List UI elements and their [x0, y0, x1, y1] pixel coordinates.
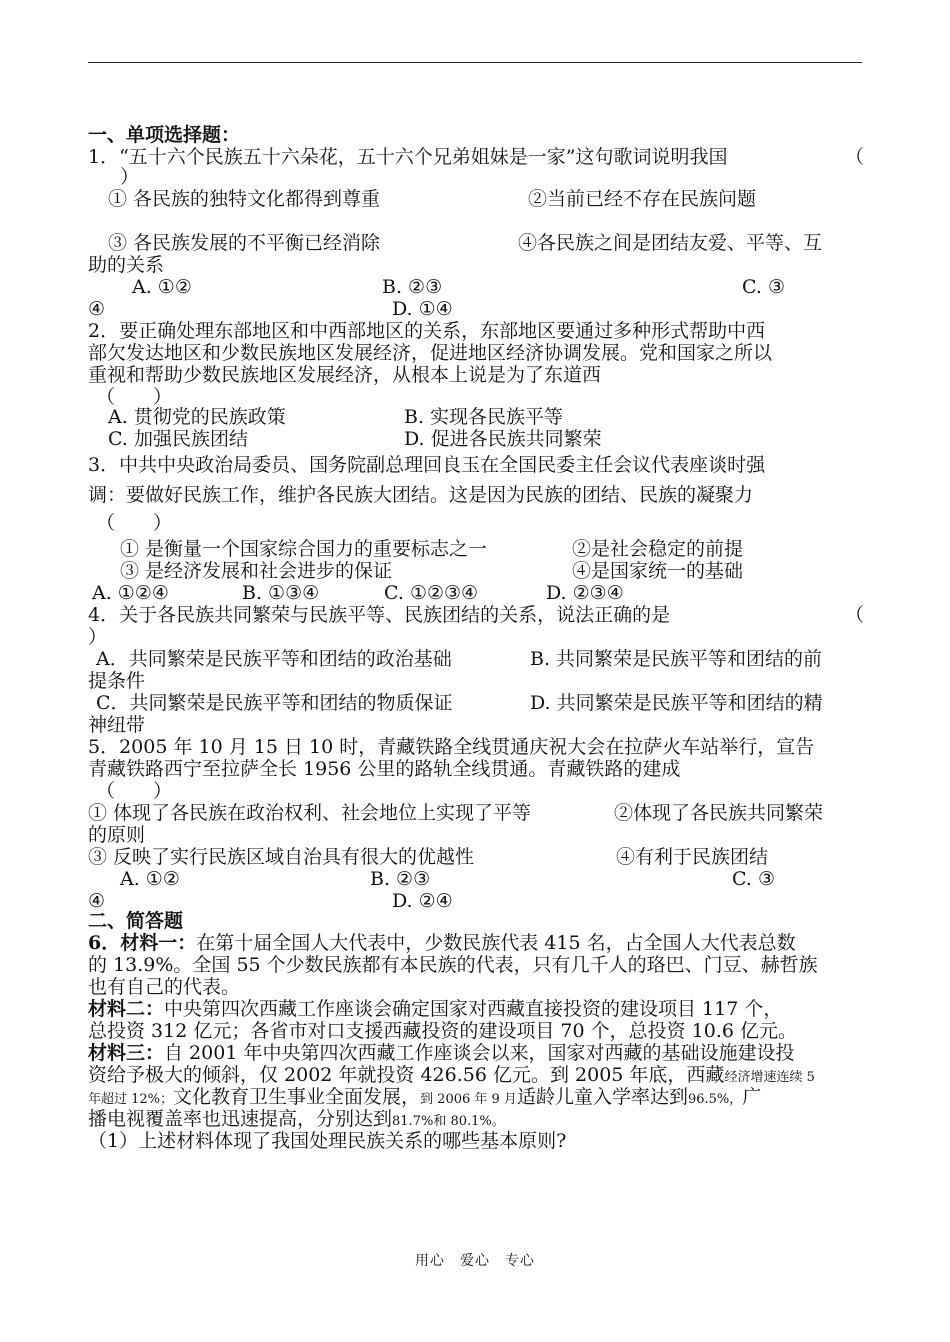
- q2-line-2: 部欠发达地区和少数民族地区发展经济，促进地区经济协调发展。党和国家之所以: [88, 342, 773, 364]
- section-title: 一、单项选择题：: [88, 124, 241, 146]
- q2-paren: （ ）: [96, 386, 173, 408]
- q1-stem: 1．“五十六个民族五十六朵花，五十六个兄弟姐妹是一家”这句歌词说明我国: [88, 146, 728, 168]
- material-label: 6．材料一：: [88, 932, 197, 954]
- section-title: 二、简答题: [88, 910, 184, 932]
- q5-statement-2-cont: 的原则: [88, 824, 146, 846]
- material-text: 广: [742, 1086, 762, 1108]
- q1-option-b: B. ②③: [382, 276, 443, 298]
- material-text: 资给予极大的倾斜，仅 2002 年就投资 426.56 亿元。到 2005 年底，西藏: [88, 1064, 725, 1086]
- q6-material-1-line-2: 的 13.9%。全国 55 个少数民族都有本民族的代表，只有几千人的珞巴、门豆、赫哲族: [88, 954, 818, 976]
- q1-statement-3: ③ 各民族发展的不平衡已经消除: [108, 232, 381, 254]
- q5-statement-1: ① 体现了各民族在政治权利、社会地位上实现了平等: [88, 802, 532, 824]
- q1-statement-1: ① 各民族的独特文化都得到尊重: [108, 188, 381, 210]
- page-footer: 用心 爱心 专心: [415, 1253, 535, 1269]
- q3-paren: （ ）: [96, 512, 173, 534]
- material-text-small: 81.7%和 80.1%。: [392, 1114, 505, 1129]
- q1-option-c: C. ③: [742, 276, 785, 298]
- q4-option-d: D. 共同繁荣是民族平等和团结的精: [530, 692, 823, 714]
- material-text-small: 年超过 12%；: [88, 1092, 174, 1107]
- q5-option-c: C. ③: [732, 868, 775, 890]
- q3-line-2: 调：要做好民族工作，维护各民族大团结。这是因为民族的团结、民族的凝聚力: [88, 484, 754, 506]
- q3-option-a: A. ①②④: [92, 582, 169, 604]
- material-label: 材料三：: [88, 1042, 165, 1064]
- q3-option-c: C. ①②③④: [384, 582, 479, 604]
- q5-option-c-cont: ④: [88, 890, 106, 912]
- material-text-small: 到 2006 年 9 月: [420, 1092, 517, 1107]
- q4-option-b: B. 共同繁荣是民族平等和团结的前: [530, 648, 823, 670]
- q1-statement-2: ②当前已经不存在民族问题: [528, 188, 757, 210]
- q1-option-d: D. ①④: [392, 298, 453, 320]
- q3-line-1: 3．中共中央政治局委员、国务院副总理回良玉在全国民委主任会议代表座谈时强: [88, 454, 766, 476]
- material-text: 在第十届全国人大代表中，少数民族代表 415 名，占全国人大代表总数: [196, 932, 796, 954]
- material-text: 播电视覆盖率也迅速提高，分别达到: [88, 1108, 393, 1130]
- q5-line-1: 5．2005 年 10 月 15 日 10 时，青藏铁路全线贯通庆祝大会在拉萨火车站举行，宣告: [88, 736, 815, 758]
- q3-option-b: B. ①③④: [242, 582, 320, 604]
- q3-statement-2: ②是社会稳定的前提: [572, 538, 744, 560]
- q3-option-d: D. ②③④: [546, 582, 624, 604]
- q4-paren-close: ）: [88, 626, 108, 648]
- q4-paren-open: （: [845, 604, 865, 626]
- q2-line-3: 重视和帮助少数民族地区发展经济，从根本上说是为了东道西: [88, 364, 602, 386]
- q6-material-3-line-1: [88, 1042, 794, 1064]
- q5-statement-4: ④有利于民族团结: [616, 846, 769, 868]
- q6-sub-question-1: （1）上述材料体现了我国处理民族关系的哪些基本原则?: [88, 1130, 567, 1152]
- q5-option-d: D. ②④: [392, 890, 453, 912]
- q4-option-c: C．共同繁荣是民族平等和团结的物质保证: [96, 692, 453, 714]
- q5-line-2: 青藏铁路西宁至拉萨全长 1956 公里的路轨全线贯通。青藏铁路的建成: [88, 758, 681, 780]
- q1-statement-4-cont: 助的关系: [88, 254, 165, 276]
- q3-statement-1: ① 是衡量一个国家综合国力的重要标志之一: [120, 538, 488, 560]
- material-text: 中央第四次西藏工作座谈会确定国家对西藏直接投资的建设项目 117 个，: [164, 998, 783, 1020]
- q2-option-b: B. 实现各民族平等: [404, 406, 564, 428]
- material-text: 文化教育卫生事业全面发展，: [173, 1086, 421, 1108]
- q5-option-b: B. ②③: [370, 868, 431, 890]
- q5-statement-3: ③ 反映了实行民族区域自治具有很大的优越性: [88, 846, 475, 868]
- q1-option-a: A. ①②: [132, 276, 192, 298]
- q4-option-b-cont: 提条件: [88, 670, 146, 692]
- q6-material-2-line-2: 总投资 312 亿元；各省市对口支援西藏投资的建设项目 70 个，总投资 10.6 亿元。: [88, 1020, 797, 1042]
- q2-option-d: D. 促进各民族共同繁荣: [404, 428, 602, 450]
- q1-paren-close: ）: [120, 166, 140, 188]
- q5-option-a: A. ①②: [120, 868, 180, 890]
- material-text: 适龄儿童入学率达到: [516, 1086, 688, 1108]
- q5-statement-2: ②体现了各民族共同繁荣: [614, 802, 824, 824]
- q4-option-d-cont: 神纽带: [88, 714, 146, 736]
- q6-material-2-line-1: [88, 998, 782, 1020]
- q3-statement-4: ④是国家统一的基础: [572, 560, 744, 582]
- material-text-small: 经济增速连续 5: [724, 1070, 815, 1085]
- q6-material-1-line-1: [88, 932, 796, 954]
- material-text: 自 2001 年中央第四次西藏工作座谈会以来，国家对西藏的基础设施建设投: [164, 1042, 795, 1064]
- material-label: 材料二：: [88, 998, 165, 1020]
- q2-option-a: A. 贯彻党的民族政策: [108, 406, 286, 428]
- q4-stem: 4．关于各民族共同繁荣与民族平等、民族团结的关系，说法正确的是: [88, 604, 671, 626]
- q2-option-c: C. 加强民族团结: [108, 428, 248, 450]
- q3-statement-3: ③ 是经济发展和社会进步的保证: [120, 560, 393, 582]
- header-rule: [88, 62, 862, 63]
- q5-paren: （ ）: [96, 780, 173, 802]
- q4-option-a: A．共同繁荣是民族平等和团结的政治基础: [96, 648, 452, 670]
- q2-line-1: 2．要正确处理东部地区和中西部地区的关系，东部地区要通过多种形式帮助中西: [88, 320, 766, 342]
- q1-statement-4: ④各民族之间是团结友爱、平等、互: [518, 232, 823, 254]
- material-text-small: 96.5%，: [687, 1092, 743, 1107]
- q1-option-c-cont: ④: [88, 298, 106, 320]
- q1-paren-open: （: [845, 146, 865, 168]
- q6-material-1-line-3: 也有自己的代表。: [88, 976, 241, 998]
